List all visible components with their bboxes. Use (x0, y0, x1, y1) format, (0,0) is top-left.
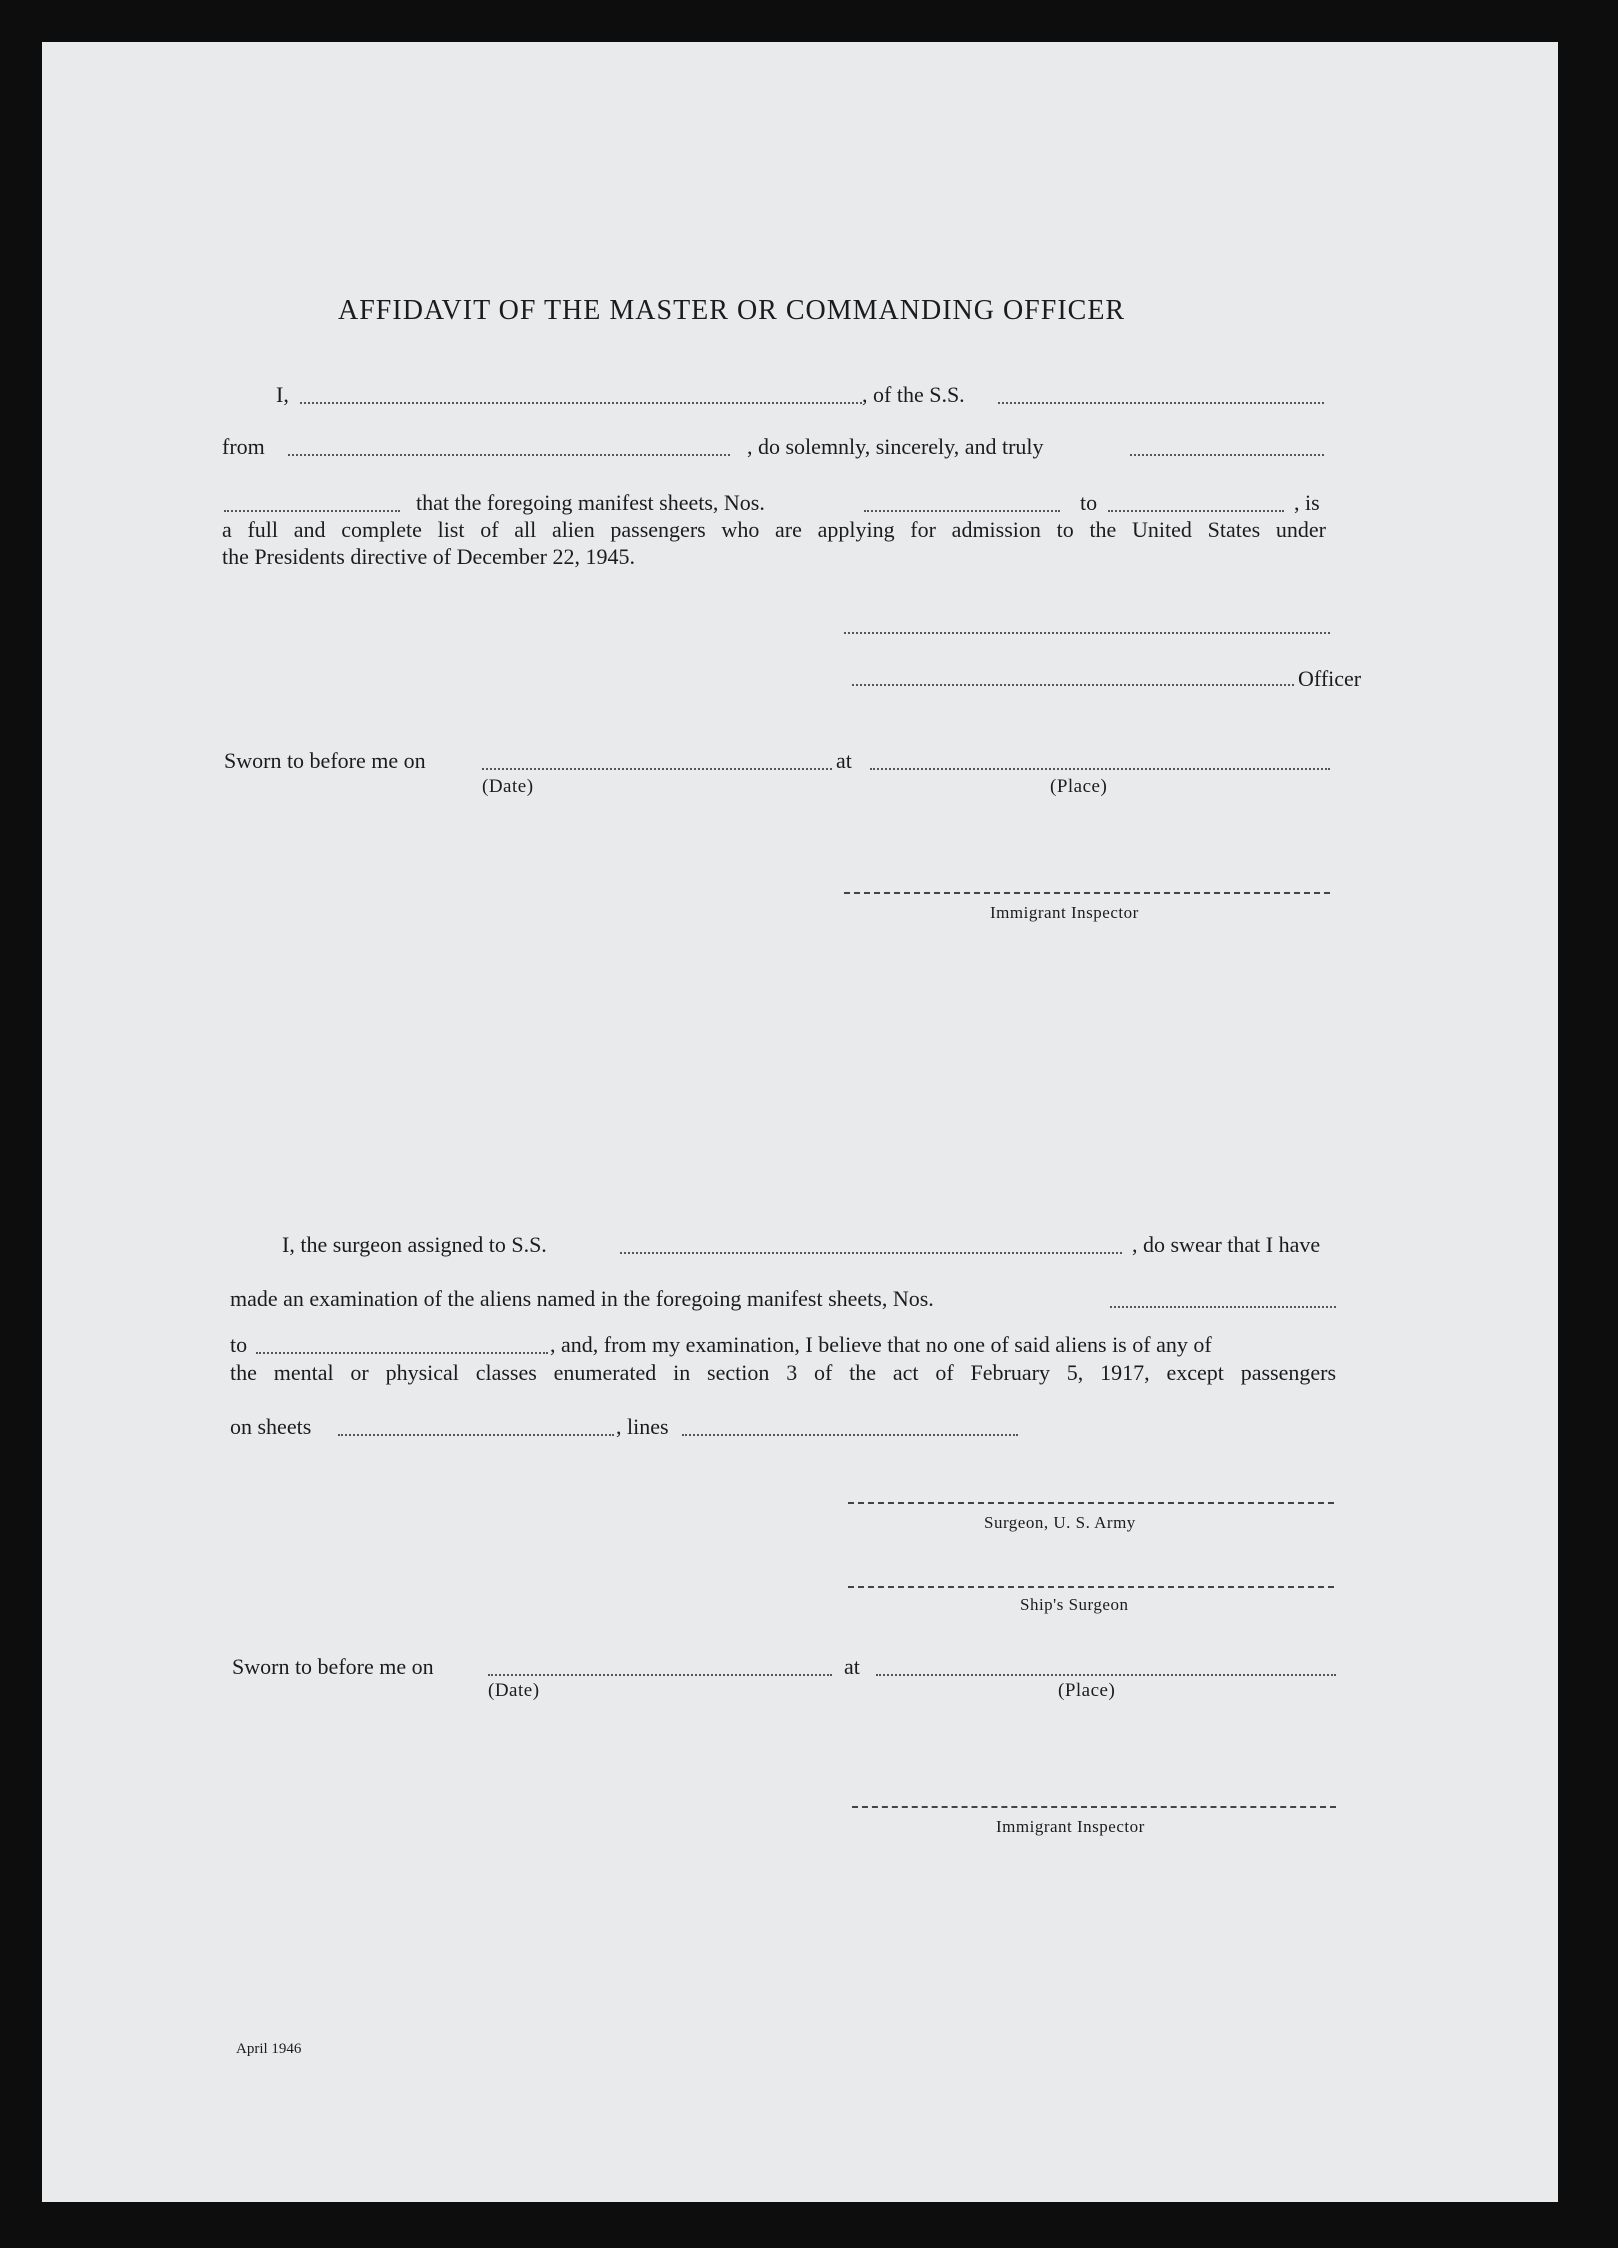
master-inspector-caption: Immigrant Inspector (990, 903, 1139, 922)
footer-date: April 1946 (236, 2041, 302, 2057)
master-place-caption: (Place) (1050, 776, 1108, 797)
surgeon-classes-line: the mental or physical classes enumerated in section 3 of the act of February 5, 1917, except passengers (230, 1360, 1336, 1385)
officer-label: Officer (1298, 666, 1362, 691)
ships-surgeon-signature-line[interactable] (848, 1586, 1334, 1588)
master-sworn-place-field[interactable] (870, 768, 1330, 770)
surgeon-inspector-caption: Immigrant Inspector (996, 1817, 1145, 1836)
surgeon-date-caption: (Date) (488, 1680, 540, 1701)
master-sworn-date-field[interactable] (482, 768, 832, 770)
surgeon-swear-label: , do swear that I have (1132, 1232, 1321, 1257)
army-surgeon-signature-line[interactable] (848, 1502, 1334, 1504)
affidavit-page (42, 42, 1558, 2202)
master-from-label: from (222, 434, 265, 459)
master-name-field[interactable] (300, 402, 862, 404)
army-surgeon-caption: Surgeon, U. S. Army (984, 1513, 1136, 1532)
master-is-label: , is (1294, 490, 1320, 515)
master-of-ss-label: , of the S.S. (862, 382, 965, 407)
surgeon-place-caption: (Place) (1058, 1680, 1116, 1701)
page-title: AFFIDAVIT OF THE MASTER OR COMMANDING OFFICER (338, 295, 1126, 326)
surgeon-sworn-label: Sworn to before me on (232, 1654, 434, 1679)
master-sworn-label: Sworn to before me on (224, 748, 426, 773)
surgeon-to-label: to (230, 1332, 248, 1357)
surgeon-lines-label: , lines (616, 1414, 669, 1439)
surgeon-ship-field[interactable] (620, 1252, 1122, 1254)
officer-signature-line-1[interactable] (844, 632, 1330, 634)
master-i-label: I, (276, 382, 289, 407)
surgeon-sworn-place-field[interactable] (876, 1674, 1336, 1676)
master-to-label: to (1080, 490, 1098, 515)
master-oath-field[interactable] (1130, 454, 1324, 456)
master-swear-label: , do solemnly, sincerely, and truly (747, 434, 1044, 459)
surgeon-sheet-to-field[interactable] (256, 1352, 548, 1354)
surgeon-belief-line: , and, from my examination, I believe that no one of said aliens is of any of (550, 1332, 1212, 1357)
master-from-field[interactable] (288, 454, 730, 456)
surgeon-except-sheets-field[interactable] (338, 1434, 614, 1436)
master-date-caption: (Date) (482, 776, 534, 797)
surgeon-except-lines-field[interactable] (682, 1434, 1018, 1436)
master-ship-field[interactable] (998, 402, 1324, 404)
surgeon-inspector-signature-line[interactable] (852, 1806, 1336, 1808)
surgeon-examination-line: made an examination of the aliens named in the foregoing manifest sheets, Nos. (230, 1286, 934, 1311)
master-foregoing-label: that the foregoing manifest sheets, Nos. (416, 490, 765, 515)
master-sheet-to-field[interactable] (1108, 510, 1284, 512)
master-statement-line: a full and complete list of all alien passengers who are applying for admission to the United States under (222, 517, 1326, 542)
surgeon-sheets-label: on sheets (230, 1414, 312, 1439)
surgeon-sworn-date-field[interactable] (488, 1674, 832, 1676)
officer-signature-line-2[interactable] (852, 684, 1294, 686)
ships-surgeon-caption: Ship's Surgeon (1020, 1595, 1129, 1614)
surgeon-at-label: at (844, 1654, 860, 1679)
master-declare-field[interactable] (224, 510, 400, 512)
surgeon-sheet-from-field[interactable] (1110, 1306, 1336, 1308)
master-inspector-signature-line[interactable] (844, 892, 1330, 894)
master-directive-line: the Presidents directive of December 22, 1945. (222, 544, 635, 569)
master-sheet-from-field[interactable] (864, 510, 1060, 512)
master-at-label: at (836, 748, 852, 773)
surgeon-assigned-label: I, the surgeon assigned to S.S. (282, 1232, 547, 1257)
